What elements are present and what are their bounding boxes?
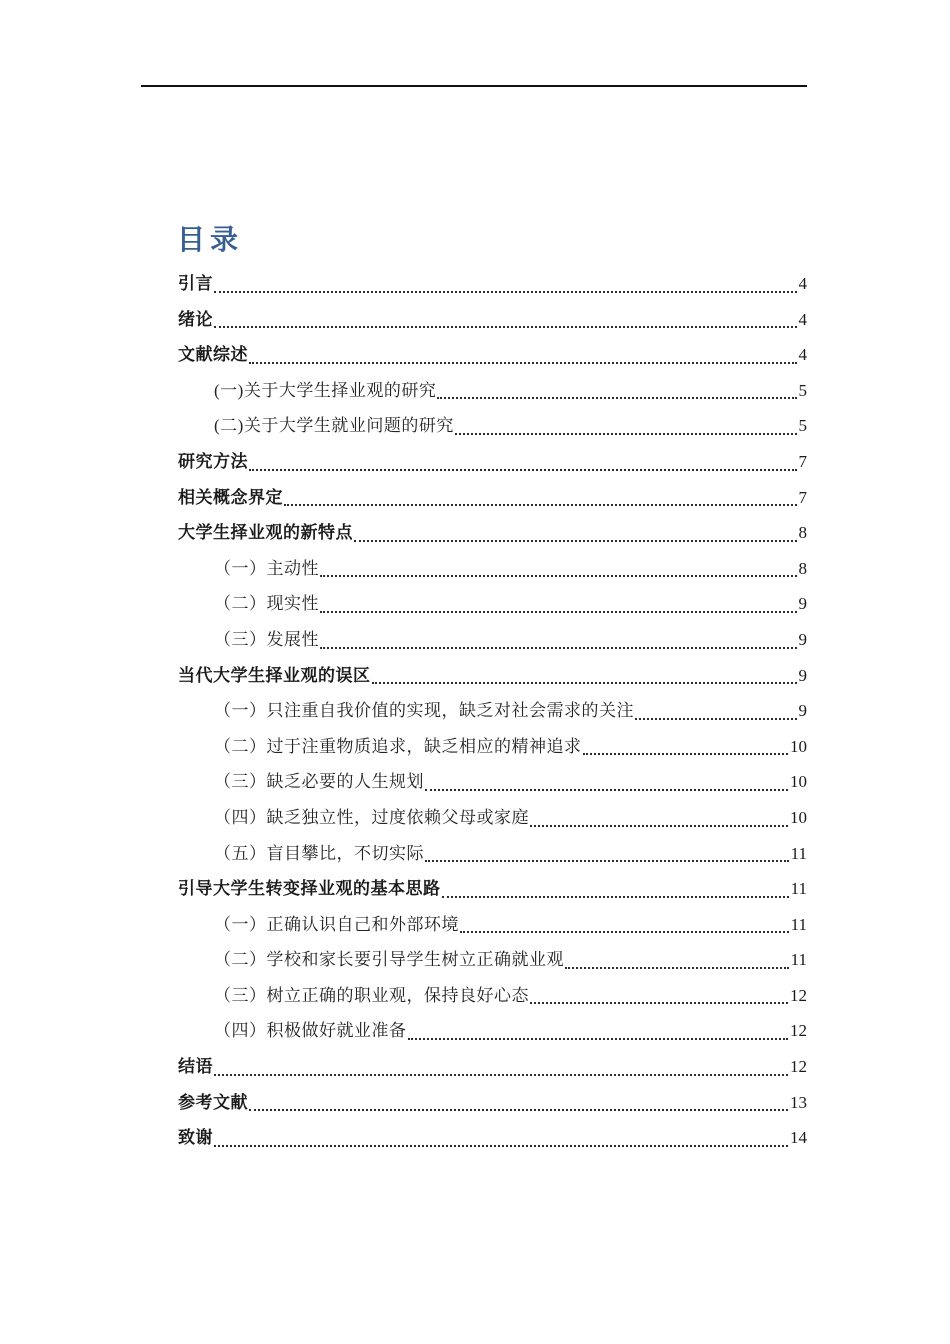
toc-entry[interactable] bbox=[178, 871, 807, 907]
toc-dot-leader bbox=[425, 836, 789, 872]
toc-dot-leader bbox=[408, 1013, 789, 1049]
toc-heading: 目录 bbox=[177, 225, 244, 256]
toc-page-number: 9 bbox=[798, 629, 807, 649]
toc-dot-leader bbox=[442, 871, 789, 907]
toc-entry-title: 研究方法 bbox=[178, 451, 248, 471]
toc-page-number: 7 bbox=[798, 451, 807, 471]
toc-page-number: 10 bbox=[790, 736, 807, 756]
toc-dot-leader bbox=[284, 480, 797, 516]
toc-entry-title: （二）学校和家长要引导学生树立正确就业观 bbox=[214, 950, 564, 970]
toc-entry-title: （一）正确认识自己和外部环境 bbox=[214, 914, 459, 934]
toc-entry-title: 文献综述 bbox=[178, 345, 248, 365]
toc-page-number: 8 bbox=[798, 558, 807, 578]
header-divider-rule bbox=[141, 85, 807, 87]
toc-entry-title: 当代大学生择业观的误区 bbox=[178, 665, 371, 685]
toc-entry[interactable] bbox=[178, 658, 807, 694]
toc-entry-title: （一）主动性 bbox=[214, 558, 319, 578]
toc-entry-title: 引导大学生转变择业观的基本思路 bbox=[178, 879, 441, 899]
toc-page-number: 11 bbox=[790, 879, 807, 899]
toc-dot-leader bbox=[565, 942, 789, 978]
toc-entry-title: 引言 bbox=[178, 274, 213, 293]
toc-page-number: 12 bbox=[790, 985, 807, 1005]
toc-entry-title: （一）只注重自我价值的实现，缺乏对社会需求的关注 bbox=[214, 701, 634, 721]
toc-entry-title: （二）现实性 bbox=[214, 594, 319, 614]
toc-entry-title: 相关概念界定 bbox=[178, 487, 283, 507]
toc-entry-title: (二)关于大学生就业问题的研究 bbox=[214, 416, 454, 436]
toc-page-number: 10 bbox=[790, 772, 807, 792]
toc-entry[interactable] bbox=[178, 836, 807, 872]
toc-entry-title: （三）树立正确的职业观，保持良好心态 bbox=[214, 985, 529, 1005]
toc-page-number: 14 bbox=[790, 1128, 807, 1148]
toc-entry[interactable] bbox=[178, 337, 807, 373]
toc-page-number: 5 bbox=[798, 416, 807, 436]
toc-entry[interactable] bbox=[178, 480, 807, 516]
toc-entry[interactable] bbox=[178, 907, 807, 943]
toc-page-number: 11 bbox=[790, 843, 807, 863]
toc-entry[interactable] bbox=[178, 1013, 807, 1049]
toc-dot-leader bbox=[214, 1120, 788, 1156]
toc-entry-title: 结语 bbox=[178, 1057, 213, 1077]
toc-page-number: 9 bbox=[798, 665, 807, 685]
toc-entry[interactable] bbox=[178, 444, 807, 480]
toc-entry-title: 参考文献 bbox=[178, 1092, 248, 1112]
toc-dot-leader bbox=[320, 551, 797, 587]
toc-list bbox=[178, 266, 807, 1156]
toc-entry-title: (一)关于大学生择业观的研究 bbox=[214, 380, 437, 400]
toc-page-number: 11 bbox=[790, 950, 807, 970]
toc-entry[interactable] bbox=[178, 978, 807, 1014]
toc-dot-leader bbox=[530, 800, 788, 836]
toc-page-number: 4 bbox=[798, 345, 807, 365]
toc-entry-title: 绪论 bbox=[178, 309, 213, 329]
toc-dot-leader bbox=[320, 586, 797, 622]
toc-dot-leader bbox=[372, 658, 797, 694]
toc-entry[interactable] bbox=[178, 800, 807, 836]
toc-page-number: 7 bbox=[798, 487, 807, 507]
toc-entry[interactable] bbox=[178, 515, 807, 551]
toc-dot-leader bbox=[214, 266, 797, 302]
toc-page-number: 13 bbox=[790, 1092, 807, 1112]
toc-dot-leader bbox=[214, 1049, 788, 1085]
toc-entry[interactable] bbox=[178, 942, 807, 978]
toc-dot-leader bbox=[354, 515, 797, 551]
toc-entry[interactable] bbox=[178, 586, 807, 622]
toc-entry[interactable] bbox=[178, 693, 807, 729]
toc-dot-leader bbox=[214, 302, 797, 338]
toc-entry[interactable] bbox=[178, 764, 807, 800]
toc-entry-title: （二）过于注重物质追求，缺乏相应的精神追求 bbox=[214, 736, 582, 756]
toc-dot-leader bbox=[249, 444, 797, 480]
toc-page-number: 11 bbox=[790, 914, 807, 934]
toc-dot-leader bbox=[249, 1085, 788, 1121]
toc-entry-title: （四）积极做好就业准备 bbox=[214, 1021, 407, 1041]
toc-dot-leader bbox=[455, 408, 797, 444]
toc-dot-leader bbox=[437, 373, 796, 409]
toc-entry-title: （五）盲目攀比，不切实际 bbox=[214, 843, 424, 863]
toc-dot-leader bbox=[320, 622, 797, 658]
toc-entry-title: 致谢 bbox=[178, 1128, 213, 1148]
toc-page-number: 9 bbox=[798, 701, 807, 721]
toc-dot-leader bbox=[460, 907, 789, 943]
toc-entry[interactable] bbox=[178, 1120, 807, 1156]
toc-entry[interactable] bbox=[178, 551, 807, 587]
toc-entry[interactable] bbox=[178, 373, 807, 409]
toc-page-number: 8 bbox=[798, 523, 807, 543]
toc-entry-title: （四）缺乏独立性，过度依赖父母或家庭 bbox=[214, 807, 529, 827]
toc-page-number: 12 bbox=[790, 1057, 807, 1077]
toc-entry[interactable] bbox=[178, 266, 807, 302]
toc-page-number: 5 bbox=[798, 380, 807, 400]
toc-page-number: 10 bbox=[790, 807, 807, 827]
toc-entry[interactable] bbox=[178, 408, 807, 444]
toc-page-number: 12 bbox=[790, 1021, 807, 1041]
toc-entry[interactable] bbox=[178, 729, 807, 765]
toc-dot-leader bbox=[530, 978, 788, 1014]
toc-page-number: 4 bbox=[798, 309, 807, 329]
toc-page-number: 9 bbox=[798, 594, 807, 614]
toc-dot-leader bbox=[583, 729, 789, 765]
toc-dot-leader bbox=[425, 764, 788, 800]
toc-dot-leader bbox=[635, 693, 797, 729]
toc-entry[interactable] bbox=[178, 1049, 807, 1085]
toc-entry-title: 大学生择业观的新特点 bbox=[178, 523, 353, 543]
toc-entry[interactable] bbox=[178, 622, 807, 658]
toc-entry-title: （三）缺乏必要的人生规划 bbox=[214, 772, 424, 792]
toc-entry-title: （三）发展性 bbox=[214, 629, 319, 649]
toc-entry[interactable] bbox=[178, 302, 807, 338]
toc-entry[interactable] bbox=[178, 1085, 807, 1121]
toc-dot-leader bbox=[249, 337, 797, 373]
toc-page-number: 4 bbox=[798, 274, 807, 293]
